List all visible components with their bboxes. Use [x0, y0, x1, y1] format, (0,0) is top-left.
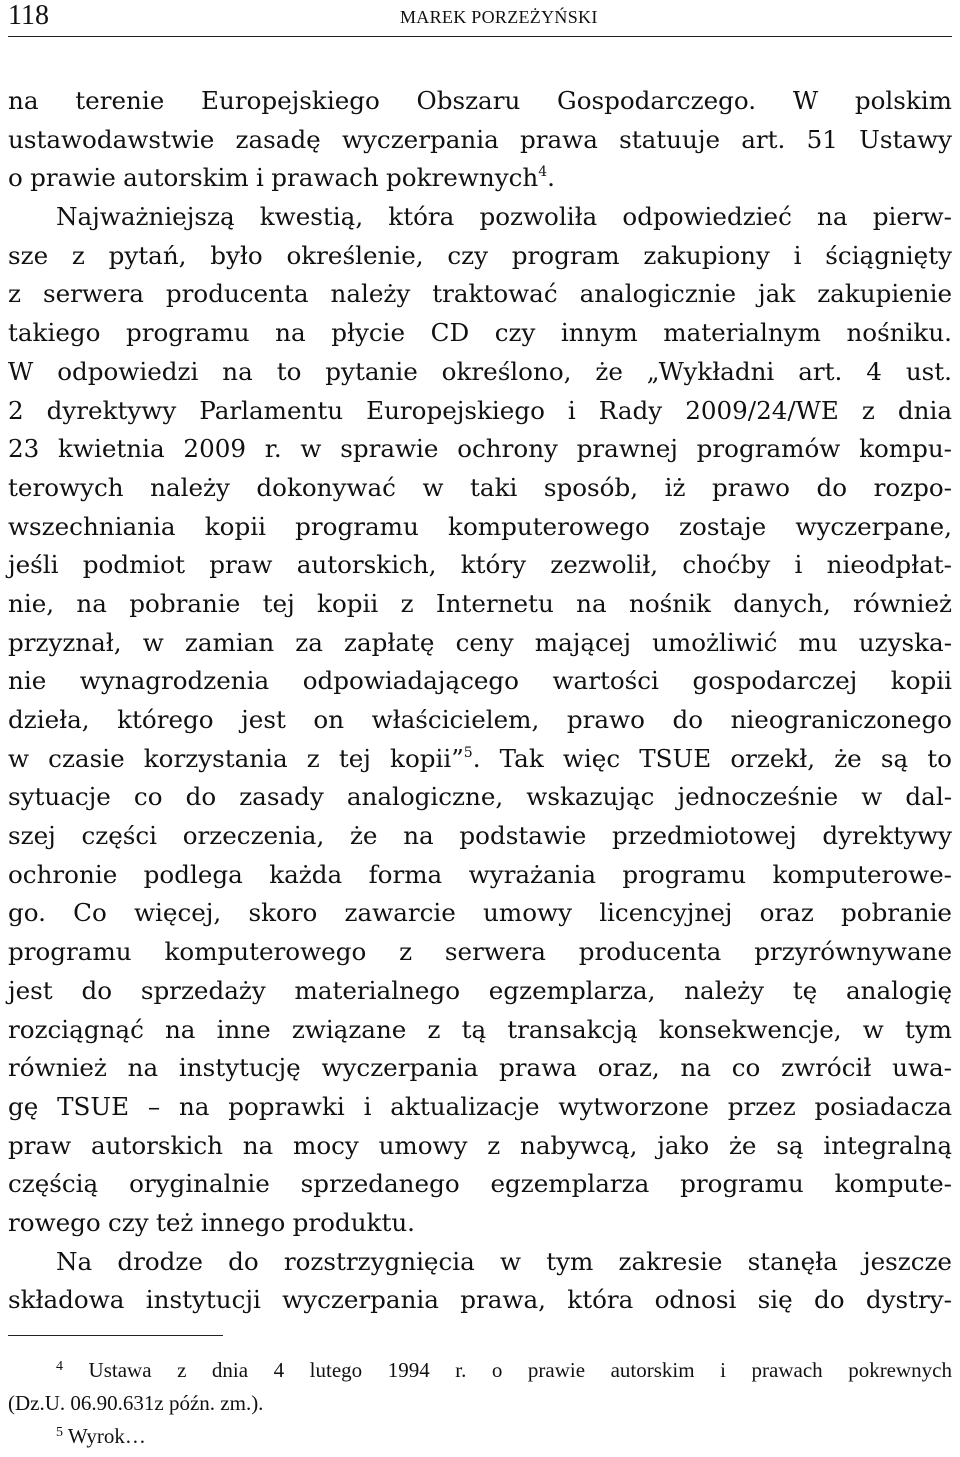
body-line: sze z pytań, było określenie, czy program zakupiony i ściągnięty	[8, 240, 952, 270]
body-line: W odpowiedzi na to pytanie określono, że „Wykładni art. 4 ust.	[8, 356, 952, 386]
footnote-4-continued: (Dz.U. 06.90.631z późn. zm.).	[8, 1391, 264, 1415]
body-line: jest do sprzedaży materialnego egzemplarza, należy tę analogię	[8, 975, 952, 1005]
running-header	[8, 0, 952, 37]
body-line: ochronie podlega każda forma wyrażania programu komputerowe-	[8, 859, 952, 889]
running-title: MAREK PORZEŻYŃSKI	[400, 7, 598, 27]
body-line: o prawie autorskim i prawach pokrewnych$^4$.	[8, 163, 555, 193]
footnote-reference[interactable]: 5	[463, 744, 473, 761]
footnote-4	[8, 1354, 952, 1387]
body-line: również na instytucję wyczerpania prawa oraz, na co zwrócił uwa-	[8, 1053, 952, 1083]
footnotes	[8, 1354, 952, 1453]
body-line: terowych należy dokonywać w taki sposób, iż prawo do rozpo-	[8, 472, 952, 502]
body-line: gę TSUE – na poprawki i aktualizacje wytworzone przez posiadacza	[8, 1091, 952, 1121]
footnote-text: Ustawa z dnia 4 lutego 1994 r. o prawie autorskim i prawach pokrewnych	[88, 1358, 952, 1382]
footnote-5	[8, 1420, 952, 1453]
body-line: na terenie Europejskiego Obszaru Gospodarczego. W polskim	[8, 86, 952, 115]
body-line: szej części orzeczenia, że na podstawie przedmiotowej dyrektywy	[8, 821, 952, 851]
body-line	[8, 740, 952, 779]
body-line: sytuacje co do zasady analogiczne, wskazując jednocześnie w dal-	[8, 782, 952, 812]
body-line: rowego czy też innego produktu.	[8, 1207, 415, 1237]
footnote-reference[interactable]: 4	[538, 164, 548, 181]
body-line: składowa instytucji wyczerpania prawa, która odnosi się do dystry-	[8, 1285, 952, 1315]
footnote-text: Wyrok…	[67, 1424, 146, 1448]
body-line: dzieła, którego jest on właścicielem, prawo do nieograniczonego	[8, 705, 952, 734]
body-line: rozciągnąć na inne związane z tą transakcją konsekwencje, w tym	[8, 1014, 952, 1044]
body-line: przyznał, w zamian za zapłatę ceny mającej umożliwić mu uzyska-	[8, 627, 952, 657]
body-text	[8, 82, 952, 1320]
body-line-text: o prawie autorskim i prawach pokrewnych	[8, 163, 539, 193]
body-line: go. Co więcej, skoro zawarcie umowy licencyjnej oraz pobranie	[8, 898, 952, 928]
body-line: 23 kwietnia 2009 r. w sprawie ochrony prawnej programów kompu-	[8, 434, 952, 464]
body-line: Najważniejszą kwestią, która pozwoliła odpowiedzieć na pierw-	[56, 202, 952, 232]
page-number: 118	[8, 0, 49, 31]
body-line: wszechniania kopii programu komputerowego zostaje wyczerpane,	[8, 511, 952, 541]
body-line: praw autorskich na mocy umowy z nabywcą, jako że są integralną	[8, 1130, 952, 1160]
body-line: częścią oryginalnie sprzedanego egzemplarza programu kompute-	[8, 1169, 952, 1199]
body-line: Na drodze do rozstrzygnięcia w tym zakresie stanęła jeszcze	[56, 1246, 952, 1276]
body-line: takiego programu na płycie CD czy innym materialnym nośniku.	[8, 318, 952, 348]
footnote-separator	[8, 1335, 223, 1336]
body-line: nie wynagrodzenia odpowiadającego wartości gospodarczej kopii	[8, 666, 952, 696]
body-line: z serwera producenta należy traktować analogicznie jak zakupienie	[8, 279, 952, 309]
body-line: ustawodawstwie zasadę wyczerpania prawa statuuje art. 51 Ustawy	[8, 124, 952, 154]
book-page	[8, 0, 952, 1457]
footnote-mark: 5	[56, 1425, 63, 1440]
body-line: jeśli podmiot praw autorskich, który zezwolił, choćby i nieodpłat-	[8, 550, 952, 580]
body-line: nie, na pobranie tej kopii z Internetu na nośnik danych, również	[8, 588, 952, 618]
body-line: 2 dyrektywy Parlamentu Europejskiego i Rady 2009/24/WE z dnia	[8, 395, 952, 425]
body-line-text: . Tak więc TSUE orzekł, że są to	[472, 743, 952, 773]
body-line-text: w czasie korzystania z tej kopii”	[8, 743, 464, 773]
footnote-mark: 4	[56, 1359, 63, 1374]
body-line: programu komputerowego z serwera producenta przyrównywane	[8, 937, 952, 967]
